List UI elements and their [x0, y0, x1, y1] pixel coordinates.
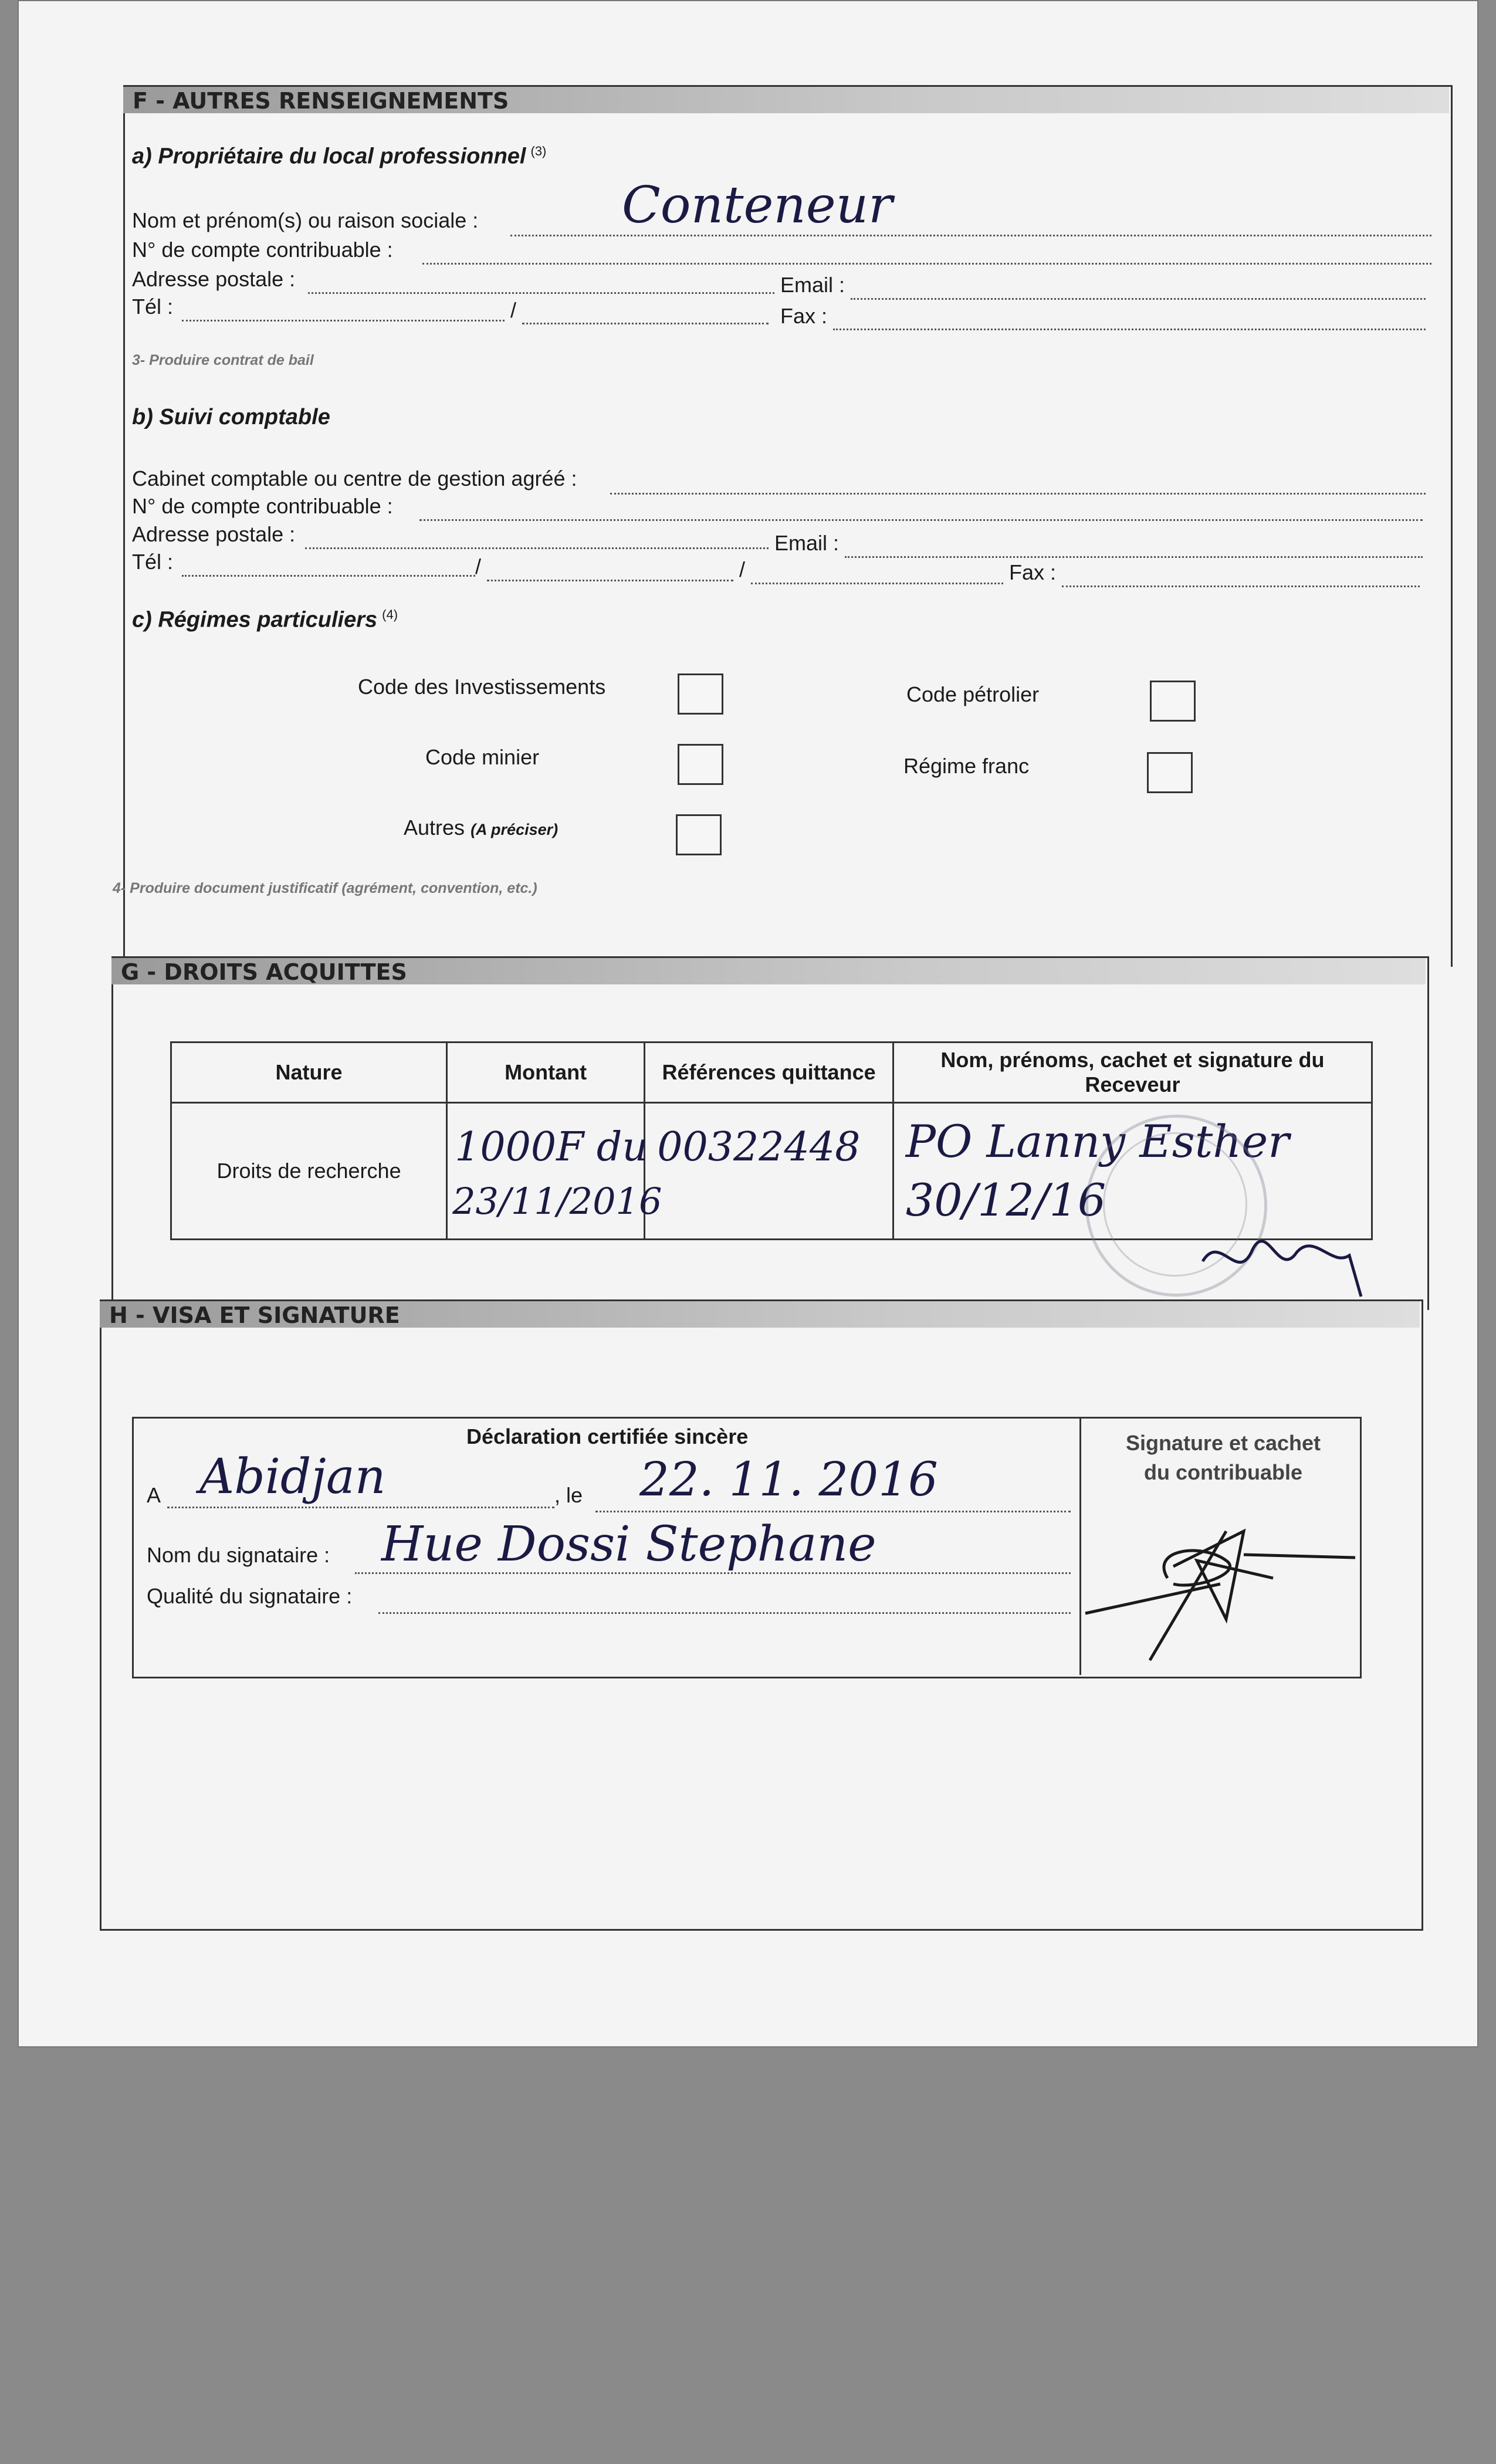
section-f-a-title [132, 144, 546, 170]
tel-separator-b2: / [739, 557, 746, 581]
label-code-investissements: Code des Investissements [358, 675, 606, 699]
signature-cachet-title [1088, 1429, 1358, 1487]
field-compte-contribuable-b[interactable] [419, 519, 1423, 521]
declaration-title: Déclaration certifiée sincère [466, 1424, 749, 1448]
label-regime-franc: Régime franc [903, 754, 1030, 778]
handwritten-reference: 00322448 [657, 1124, 861, 1170]
label-nom-raison-sociale: Nom et prénom(s) ou raison sociale : [132, 208, 479, 232]
label-cabinet: Cabinet comptable ou centre de gestion agréé : [132, 466, 577, 490]
section-g-title: G - DROITS ACQUITTES [111, 956, 1426, 984]
label-autres-note: (A préciser) [471, 821, 559, 838]
label-compte-contribuable-a: N° de compte contribuable : [132, 238, 393, 262]
field-qualite-signataire[interactable] [378, 1612, 1071, 1614]
section-f-a-title-text: a) Propriétaire du local professionnel [132, 144, 526, 169]
handwritten-receveur-2: 30/12/16 [905, 1174, 1106, 1226]
field-tel2-a[interactable] [522, 323, 769, 324]
field-lieu[interactable] [167, 1507, 554, 1508]
document-page [18, 0, 1478, 2047]
handwritten-nom-value: Conteneur [622, 176, 893, 235]
label-compte-contribuable-b: N° de compte contribuable : [132, 494, 393, 518]
label-email-a: Email : [780, 273, 845, 297]
contribuable-signature [1050, 1496, 1379, 1672]
label-code-petrolier: Code pétrolier [906, 682, 1040, 706]
field-tel-a[interactable] [182, 320, 505, 321]
field-compte-contribuable-a[interactable] [422, 263, 1431, 265]
label-autres [404, 815, 558, 840]
section-h-title: H - VISA ET SIGNATURE [100, 1299, 1420, 1328]
label-tel-a: Tél : [132, 295, 174, 319]
label-nom-signataire: Nom du signataire : [147, 1543, 330, 1567]
handwritten-montant-2: 23/11/2016 [452, 1180, 662, 1223]
field-fax-b[interactable] [1062, 585, 1420, 587]
field-nom-signataire[interactable] [355, 1572, 1071, 1574]
tel-separator-b1: / [475, 554, 482, 578]
checkbox-regime-franc[interactable] [1147, 752, 1193, 793]
label-qualite-signataire: Qualité du signataire : [147, 1584, 353, 1608]
handwritten-date: 22. 11. 2016 [639, 1452, 938, 1507]
signature-cachet-title-2: du contribuable [1144, 1460, 1302, 1484]
field-tel-b[interactable] [182, 575, 475, 577]
note-4: 4- Produire document justificatif (agrément, convention, etc.) [113, 880, 537, 896]
header-receveur: Nom, prénoms, cachet et signature du Receveur [893, 1043, 1372, 1103]
field-adresse-postale-a[interactable] [308, 292, 774, 294]
label-email-b: Email : [774, 531, 840, 555]
label-adresse-postale-a: Adresse postale : [132, 267, 296, 291]
label-tel-b: Tél : [132, 550, 174, 574]
label-adresse-postale-b: Adresse postale : [132, 522, 296, 546]
cell-references[interactable] [645, 1103, 893, 1240]
section-f-a-sup: (3) [530, 144, 547, 158]
field-date[interactable] [595, 1511, 1071, 1512]
label-lieu: A [147, 1483, 161, 1507]
label-fax-b: Fax : [1009, 560, 1057, 584]
field-fax-a[interactable] [833, 329, 1426, 330]
label-fax-a: Fax : [780, 304, 828, 328]
field-tel3-b[interactable] [751, 583, 1003, 584]
receveur-signature [1197, 1197, 1373, 1314]
note-3: 3- Produire contrat de bail [132, 352, 314, 368]
handwritten-lieu: Abidjan [199, 1449, 386, 1505]
field-adresse-postale-b[interactable] [305, 547, 769, 549]
header-nature: Nature [171, 1043, 447, 1103]
label-code-minier: Code minier [425, 745, 540, 769]
field-nom-raison-sociale[interactable] [510, 235, 1431, 236]
handwritten-montant-1: 1000F du [455, 1124, 648, 1170]
droits-table-header [171, 1043, 1372, 1103]
section-f-c-sup: (4) [382, 607, 398, 622]
signature-cachet-title-1: Signature et cachet [1125, 1431, 1321, 1455]
checkbox-autres[interactable] [676, 814, 722, 855]
label-autres-text: Autres [404, 815, 465, 840]
checkbox-code-petrolier[interactable] [1150, 681, 1196, 722]
section-f-title: F - AUTRES RENSEIGNEMENTS [123, 85, 1449, 113]
field-cabinet[interactable] [610, 493, 1426, 495]
checkbox-code-minier[interactable] [678, 744, 723, 785]
header-references: Références quittance [645, 1043, 893, 1103]
field-email-a[interactable] [851, 298, 1426, 300]
section-f-c-title [132, 607, 398, 633]
handwritten-nom-signataire: Hue Dossi Stephane [381, 1517, 876, 1572]
field-tel2-b[interactable] [487, 580, 733, 581]
section-f-b-title: b) Suivi comptable [132, 405, 330, 429]
section-f-c-title-text: c) Régimes particuliers [132, 607, 378, 632]
tel-separator-a: / [510, 298, 517, 322]
handwritten-receveur-1: PO Lanny Esther [905, 1115, 1289, 1167]
label-date: , le [554, 1483, 583, 1507]
cell-montant[interactable] [447, 1103, 662, 1240]
field-email-b[interactable] [845, 556, 1423, 558]
cell-nature: Droits de recherche [171, 1103, 447, 1240]
checkbox-code-investissements[interactable] [678, 673, 723, 715]
header-montant: Montant [447, 1043, 645, 1103]
